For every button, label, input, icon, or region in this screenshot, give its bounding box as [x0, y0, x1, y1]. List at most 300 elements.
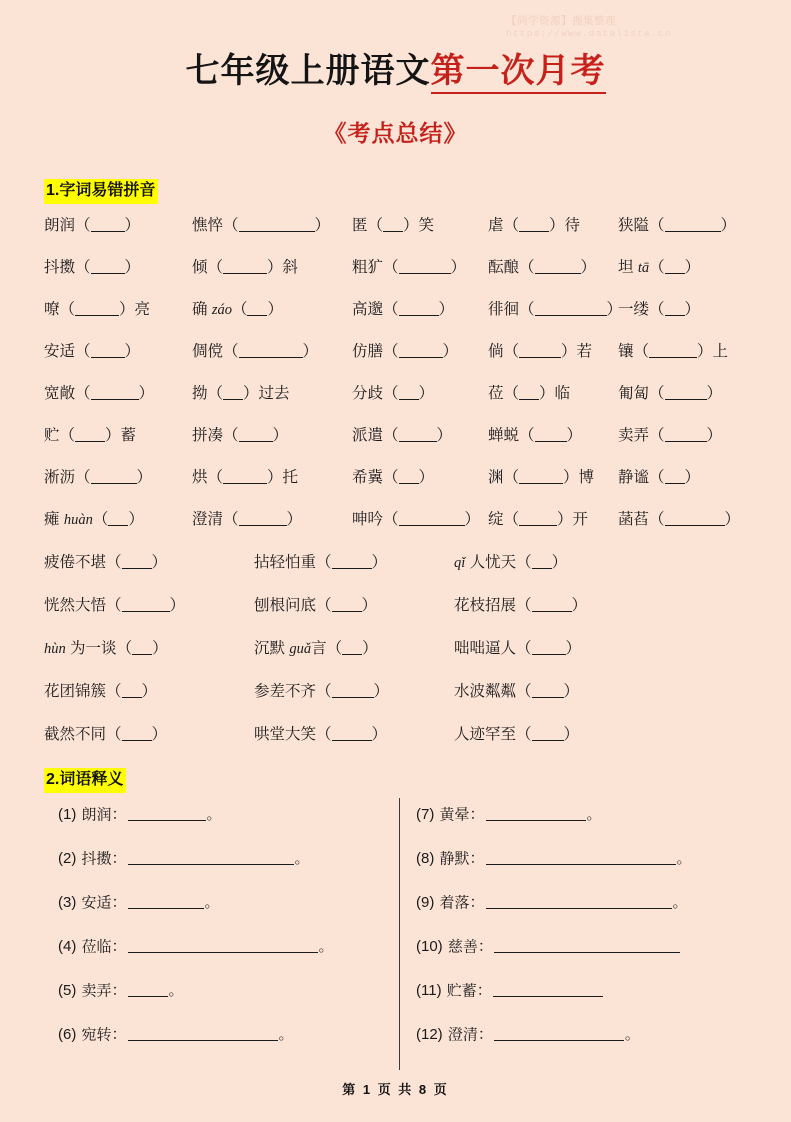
answer-blank[interactable] [486, 850, 676, 865]
exercise-cell [454, 682, 704, 701]
answer-blank[interactable] [223, 258, 267, 274]
answer-blank[interactable] [665, 468, 685, 484]
paren-close: ） [169, 596, 186, 614]
definition-number: (12) [416, 1026, 447, 1044]
item-pinyin: huàn [63, 511, 93, 528]
item-pinyin: záo [211, 301, 232, 318]
exercise-cell [488, 342, 618, 361]
answer-blank[interactable] [91, 384, 139, 400]
exercise-cell [618, 216, 750, 235]
exercise-cell [254, 553, 454, 572]
paren-open: （ [383, 258, 399, 276]
paren-close: ） [539, 384, 555, 402]
item-word: 匿 [352, 216, 368, 234]
answer-blank[interactable] [122, 553, 152, 569]
exercise-item [454, 640, 581, 657]
exercise-cell [618, 468, 750, 487]
paren-open: （ [503, 342, 520, 360]
item-word: 水波粼粼 [454, 682, 517, 700]
definition-number: (7) [416, 806, 439, 824]
paren-close: ） [105, 426, 121, 444]
exercise-cell [44, 510, 192, 529]
exercise-cell [618, 426, 750, 445]
item-word: 一缕 [618, 300, 650, 318]
item-word: 希冀 [352, 468, 384, 486]
paren-close: ） [684, 468, 701, 486]
paren-open: （ [649, 426, 665, 444]
exercise-item [352, 469, 434, 486]
definition-colon: ： [111, 894, 127, 912]
item-word: 确 [192, 300, 212, 318]
item-word: 人迹罕至 [454, 725, 517, 743]
paren-open: （ [383, 300, 399, 318]
exercise-item [618, 385, 722, 402]
paren-close: ） [566, 426, 583, 444]
exercise-item [44, 554, 167, 571]
item-word: 嘹 [44, 300, 60, 318]
definition-number: (1) [58, 806, 81, 824]
answer-blank[interactable] [486, 894, 672, 909]
exercise-cell [44, 553, 254, 572]
answer-blank[interactable] [332, 725, 372, 741]
exercise-item [254, 640, 378, 657]
answer-blank[interactable] [532, 553, 552, 569]
answer-blank[interactable] [665, 510, 725, 526]
paren-close: ） [302, 342, 319, 360]
exercise-cell [352, 510, 488, 529]
exercise-cell [44, 639, 254, 658]
item-word: 派遣 [352, 426, 384, 444]
page-title-subject: 七年级上册语文 [185, 52, 431, 90]
exercise-cell [618, 342, 750, 361]
exercise-cell [44, 342, 192, 361]
answer-blank[interactable] [108, 510, 128, 526]
paren-close: ） [124, 216, 141, 234]
item-word: 高邈 [352, 300, 384, 318]
item-word: 倘 [488, 342, 504, 360]
paren-open: （ [106, 725, 122, 743]
definitions-column-left [58, 806, 388, 1070]
definition-word: 安适 [81, 894, 112, 912]
paren-close: ） [136, 468, 153, 486]
exercise-cell [352, 426, 488, 445]
definition-period: 。 [318, 938, 334, 956]
paren-open: （ [367, 216, 384, 234]
item-word: 花团锦簇 [44, 682, 107, 700]
paren-open: （ [75, 468, 91, 486]
exercise-item [352, 217, 434, 234]
paren-close: ） [361, 596, 378, 614]
exercise-item [488, 511, 588, 528]
definition-word: 贮蓄 [446, 982, 477, 1000]
answer-blank[interactable] [399, 510, 465, 526]
item-word: 绽 [488, 510, 504, 528]
paren-open: （ [59, 300, 76, 318]
exercise-cell [454, 596, 704, 615]
answer-blank[interactable] [399, 300, 439, 316]
exercise-cell [488, 216, 618, 235]
exercise-item [352, 343, 458, 360]
definition-colon: ： [469, 894, 485, 912]
item-word: 拼凑 [192, 426, 224, 444]
answer-blank[interactable] [132, 639, 152, 655]
paren-close: ） [418, 384, 435, 402]
exercise-row [44, 639, 750, 682]
exercise-item [192, 511, 302, 528]
exercise-cell [352, 216, 488, 235]
answer-blank[interactable] [486, 806, 586, 821]
definition-colon: ： [111, 1026, 127, 1044]
definition-number: (8) [416, 850, 439, 868]
paren-close: ） [124, 342, 141, 360]
item-word: 倾 [192, 258, 208, 276]
answer-blank[interactable] [91, 258, 125, 274]
answer-blank[interactable] [535, 426, 567, 442]
definition-colon: ： [477, 1026, 493, 1044]
item-word: 朗润 [44, 216, 76, 234]
item-word: 拈轻怕重 [254, 553, 317, 571]
definitions-area [44, 806, 750, 1068]
item-word: 瘫 [44, 510, 64, 528]
answer-blank[interactable] [532, 682, 564, 698]
exercise-cell [44, 468, 192, 487]
answer-blank[interactable] [91, 468, 137, 484]
answer-blank[interactable] [399, 342, 443, 358]
item-word: 贮 [44, 426, 60, 444]
exercise-item [618, 427, 722, 444]
exercise-cell [254, 639, 454, 658]
paren-close: ） [557, 510, 573, 528]
definition-word: 慈善 [447, 938, 478, 956]
paren-close: ） [362, 639, 378, 657]
answer-blank[interactable] [519, 216, 549, 232]
paren-open: （ [207, 384, 224, 402]
paren-open: （ [75, 342, 91, 360]
exercise-item [254, 554, 387, 571]
exercise-cell [192, 300, 352, 319]
answer-blank[interactable] [239, 216, 315, 232]
item-word: 呻吟 [352, 510, 384, 528]
definition-colon: ： [111, 938, 127, 956]
definition-colon: ： [111, 806, 127, 824]
exercise-item [192, 343, 318, 360]
answer-blank[interactable] [532, 596, 572, 612]
exercise-cell [254, 682, 454, 701]
paren-close: ） [436, 426, 453, 444]
exercise-row [44, 553, 750, 596]
answer-blank[interactable] [128, 1026, 278, 1041]
exercise-item [192, 385, 290, 402]
exercise-row [44, 725, 750, 768]
answer-blank[interactable] [665, 384, 707, 400]
pinyin-exercise-grid [44, 216, 750, 552]
page-title [0, 0, 791, 91]
item-word-suffix: 亮 [134, 300, 151, 318]
paren-close: ） [151, 725, 168, 743]
exercise-cell [44, 682, 254, 701]
answer-blank[interactable] [91, 342, 125, 358]
answer-blank[interactable] [535, 258, 581, 274]
exercise-item [44, 385, 154, 402]
definition-item [416, 806, 746, 850]
item-word-suffix: 临 [554, 384, 571, 402]
paren-close: ） [549, 216, 565, 234]
definition-word: 抖擞 [81, 850, 112, 868]
paren-open: （ [223, 342, 239, 360]
exercise-item [44, 301, 150, 318]
paren-open: （ [223, 216, 239, 234]
exercise-item [352, 259, 466, 276]
paren-close: ） [314, 216, 331, 234]
definition-colon: ： [469, 850, 485, 868]
item-word: 静谧 [618, 468, 650, 486]
answer-blank[interactable] [332, 682, 374, 698]
item-word: 莅 [488, 384, 504, 402]
exercise-row [44, 384, 750, 426]
item-word: 澄清 [192, 510, 224, 528]
exercise-item [454, 597, 587, 614]
answer-blank[interactable] [399, 426, 437, 442]
answer-blank[interactable] [223, 468, 267, 484]
paren-open: （ [75, 384, 91, 402]
paren-open: （ [383, 342, 399, 360]
exercise-row [44, 300, 750, 342]
answer-blank[interactable] [399, 384, 419, 400]
answer-blank[interactable] [665, 426, 707, 442]
answer-blank[interactable] [122, 725, 152, 741]
definition-item [58, 894, 388, 938]
exercise-item [44, 726, 167, 743]
exercise-cell [254, 596, 454, 615]
paren-open: （ [519, 258, 535, 276]
definition-word: 朗润 [81, 806, 112, 824]
definition-number: (9) [416, 894, 439, 912]
paren-close: ） [563, 682, 580, 700]
paren-close: ） [403, 216, 419, 234]
definition-item [58, 850, 388, 894]
definition-number: (5) [58, 982, 81, 1000]
item-word-suffix: 上 [712, 342, 729, 360]
exercise-cell [192, 384, 352, 403]
answer-blank[interactable] [399, 468, 419, 484]
exercise-item [192, 301, 283, 318]
answer-blank[interactable] [128, 806, 206, 821]
exercise-item [488, 259, 596, 276]
exercise-item [488, 217, 580, 234]
exercise-cell [352, 342, 488, 361]
paren-open: （ [503, 468, 520, 486]
item-word: 卖弄 [618, 426, 650, 444]
paren-close: ） [706, 384, 723, 402]
exercise-cell [352, 300, 488, 319]
definition-word: 澄清 [447, 1026, 478, 1044]
paren-open: （ [516, 639, 532, 657]
answer-blank[interactable] [665, 216, 721, 232]
answer-blank[interactable] [665, 300, 685, 316]
item-word: 狭隘 [618, 216, 650, 234]
exercise-cell [44, 384, 192, 403]
definition-number: (4) [58, 938, 81, 956]
paren-close: ） [141, 682, 158, 700]
exercise-cell [488, 468, 618, 487]
answer-blank[interactable] [122, 596, 170, 612]
watermark-url: https://www.datalista.cn [506, 28, 672, 40]
exercise-item [618, 469, 700, 486]
answer-blank[interactable] [122, 682, 142, 698]
answer-blank[interactable] [649, 342, 697, 358]
exercise-item [618, 217, 736, 234]
paren-close: ） [128, 510, 144, 528]
item-word: 哄堂大笑 [254, 725, 317, 743]
exercise-cell [44, 596, 254, 615]
answer-blank[interactable] [332, 553, 372, 569]
paren-open: （ [649, 216, 665, 234]
exercise-item [44, 640, 168, 657]
exercise-item [192, 427, 288, 444]
definition-item [58, 806, 388, 850]
item-word: 蝉蜕 [488, 426, 520, 444]
answer-blank[interactable] [665, 258, 685, 274]
paren-close: ） [272, 426, 289, 444]
paren-open: （ [116, 639, 133, 657]
definition-period: 。 [204, 894, 220, 912]
exercise-cell [44, 216, 192, 235]
item-word: 恍然大悟 [44, 596, 107, 614]
answer-blank[interactable] [494, 938, 680, 953]
answer-blank[interactable] [532, 725, 564, 741]
answer-blank[interactable] [128, 982, 168, 997]
definition-period: 。 [168, 982, 184, 1000]
paren-close: ） [563, 725, 580, 743]
answer-blank[interactable] [75, 426, 105, 442]
exercise-item [618, 259, 700, 276]
exercise-item [454, 683, 579, 700]
item-word: 花枝招展 [454, 596, 517, 614]
answer-blank[interactable] [223, 384, 243, 400]
exercise-item [44, 343, 140, 360]
item-word: 拗 [192, 384, 208, 402]
answer-blank[interactable] [399, 258, 451, 274]
answer-blank[interactable] [519, 384, 539, 400]
exercise-cell [192, 426, 352, 445]
definition-word: 黄晕 [439, 806, 470, 824]
definition-item [416, 850, 746, 894]
answer-blank[interactable] [535, 300, 607, 316]
definition-colon: ： [469, 806, 485, 824]
item-pinyin: tā [637, 259, 650, 276]
item-word: 倜傥 [192, 342, 224, 360]
answer-blank[interactable] [75, 300, 119, 316]
definition-item [58, 938, 388, 982]
item-word: 刨根问底 [254, 596, 317, 614]
definition-number: (2) [58, 850, 81, 868]
answer-blank[interactable] [239, 342, 303, 358]
paren-close: ） [371, 553, 388, 571]
exercise-cell [192, 510, 352, 529]
paren-open: （ [519, 300, 535, 318]
paren-open: （ [516, 596, 532, 614]
exercise-cell [488, 384, 618, 403]
answer-blank[interactable] [239, 510, 287, 526]
answer-blank[interactable] [128, 938, 318, 953]
definition-item [416, 1026, 746, 1070]
answer-blank[interactable] [332, 596, 362, 612]
paren-open: （ [516, 682, 532, 700]
answer-blank[interactable] [493, 982, 603, 997]
paren-close: ） [724, 510, 741, 528]
exercise-cell [488, 426, 618, 445]
item-word: 为一谈 [65, 639, 117, 657]
exercise-row [44, 468, 750, 510]
paren-open: （ [649, 510, 665, 528]
definition-word: 着落 [439, 894, 470, 912]
answer-blank[interactable] [519, 510, 557, 526]
exercise-cell [352, 384, 488, 403]
answer-blank[interactable] [91, 216, 125, 232]
exercise-row [44, 596, 750, 639]
exercise-cell [44, 725, 254, 744]
definition-colon: ： [477, 938, 493, 956]
answer-blank[interactable] [383, 216, 403, 232]
exercise-cell [454, 553, 704, 572]
item-word: 匍匐 [618, 384, 650, 402]
exercise-row [44, 426, 750, 468]
definition-word: 宛转 [81, 1026, 112, 1044]
paren-open: （ [316, 725, 332, 743]
definition-period: 。 [206, 806, 222, 824]
item-word-suffix: 博 [578, 468, 595, 486]
paren-close: ） [464, 510, 481, 528]
item-word: 憔悴 [192, 216, 224, 234]
exercise-cell [454, 725, 704, 744]
definition-colon: ： [111, 850, 127, 868]
definition-number: (10) [416, 938, 447, 956]
paren-open: （ [106, 596, 122, 614]
definition-period: 。 [586, 806, 602, 824]
answer-blank[interactable] [247, 300, 267, 316]
exercise-item [192, 217, 330, 234]
paren-open: （ [633, 342, 650, 360]
answer-blank[interactable] [128, 894, 204, 909]
section-heading-meaning: 2.词语释义 [44, 768, 126, 793]
item-word: 仿膳 [352, 342, 384, 360]
item-word-suffix: 若 [576, 342, 593, 360]
answer-blank[interactable] [494, 1026, 624, 1041]
exercise-item [44, 597, 185, 614]
exercise-item [44, 469, 152, 486]
item-pinyin: hùn [44, 640, 66, 657]
exercise-row [44, 258, 750, 300]
answer-blank[interactable] [128, 850, 294, 865]
paren-open: （ [383, 510, 399, 528]
paren-open: （ [75, 216, 91, 234]
answer-blank[interactable] [519, 342, 561, 358]
answer-blank[interactable] [239, 426, 273, 442]
watermark-source: 【尚学资源】搜集整理 [506, 15, 616, 27]
paren-open: （ [516, 725, 532, 743]
exercise-cell [44, 258, 192, 277]
answer-blank[interactable] [519, 468, 563, 484]
item-word: 安适 [44, 342, 76, 360]
answer-blank[interactable] [532, 639, 566, 655]
exercise-item [44, 217, 140, 234]
definition-item [416, 938, 746, 982]
definition-period: 。 [278, 1026, 294, 1044]
answer-blank[interactable] [342, 639, 362, 655]
paren-open: （ [106, 682, 122, 700]
paren-open: （ [383, 384, 399, 402]
exercise-cell [192, 342, 352, 361]
